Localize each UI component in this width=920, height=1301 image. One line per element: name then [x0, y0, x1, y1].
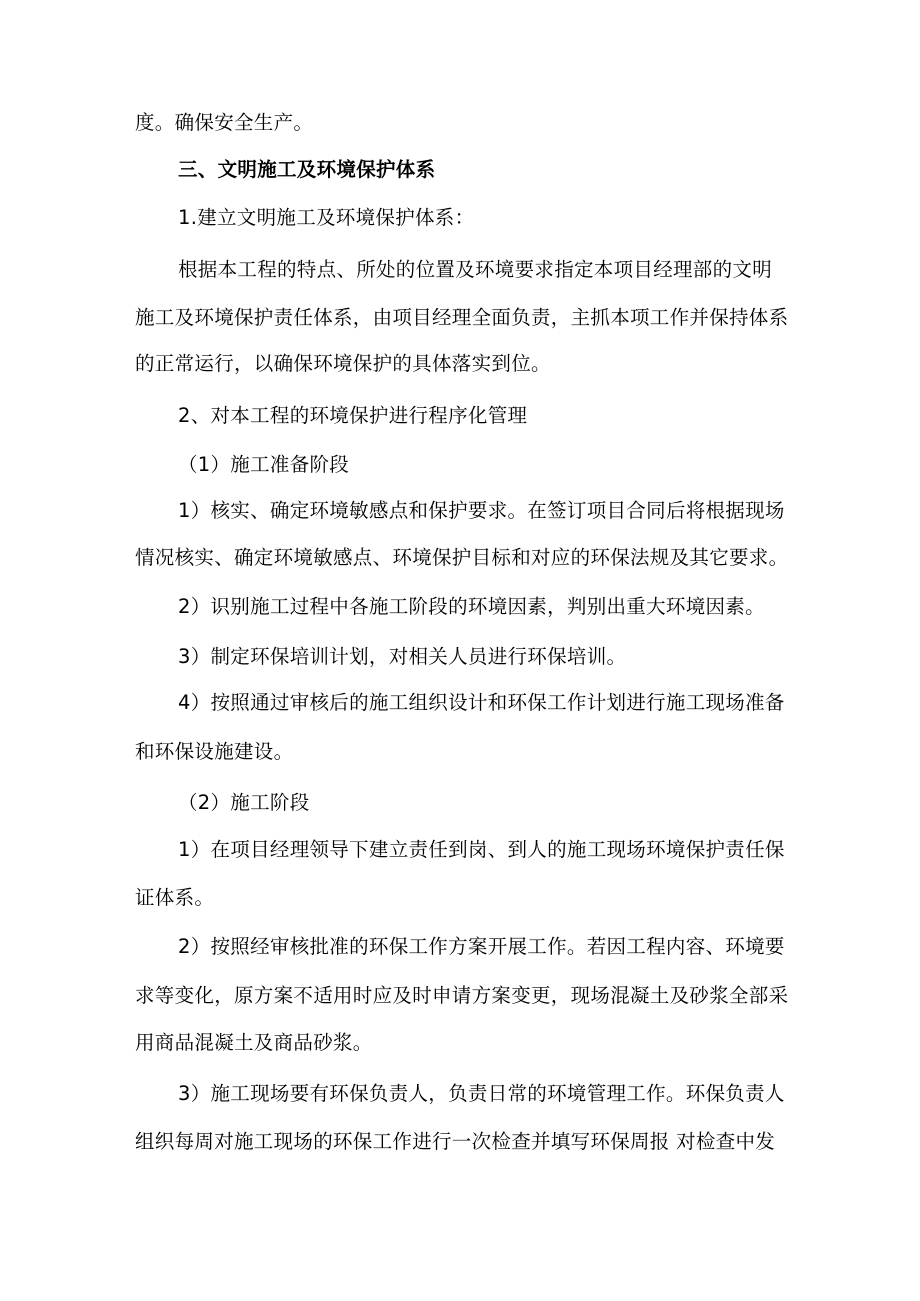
stage-heading: （1）施工准备阶段 [178, 453, 350, 476]
stage-heading: （2）施工阶段 [178, 791, 310, 814]
text-line: 1）核实、确定环境敏感点和保护要求。在签订项目合同后将根据现场 [178, 499, 785, 522]
text-line: 求等变化，原方案不适用时应及时申请方案变更，现场混凝土及砂浆全部采 [135, 984, 789, 1007]
text-line: 组织每周对施工现场的环保工作进行一次检查并填写环保周报 对检查中发 [135, 1130, 776, 1153]
text-line: 3）施工现场要有环保负责人，负责日常的环境管理工作。环保负责人 [178, 1082, 785, 1105]
text-line: 2）按照经审核批准的环保工作方案开展工作。若因工程内容、环境要 [178, 935, 785, 958]
text-line: 和环保设施建设。 [135, 740, 294, 763]
text-line: 用商品混凝土及商品砂浆。 [135, 1031, 373, 1054]
subsection-heading: 2、对本工程的环境保护进行程序化管理 [178, 404, 528, 427]
text-line: 证体系。 [135, 886, 215, 909]
text-line: 的正常运行，以确保环境保护的具体落实到位。 [135, 352, 551, 375]
text-line: 根据本工程的特点、所处的位置及环境要求指定本项目经理部的文明 [178, 258, 773, 281]
text-line: 情况核实、确定环境敏感点、环境保护目标和对应的环保法规及其它要求。 [135, 546, 789, 569]
text-line: 3）制定环保培训计划，对相关人员进行环保培训。 [178, 645, 627, 668]
text-line: 1）在项目经理领导下建立责任到岗、到人的施工现场环境保护责任保 [178, 838, 785, 861]
text-line: 2）识别施工过程中各施工阶段的环境因素，判别出重大环境因素。 [178, 595, 765, 618]
text-line: 施工及环境保护责任体系，由项目经理全面负责，主抓本项工作并保持体系 [135, 306, 789, 329]
subsection-heading: 1.建立文明施工及环境保护体系： [178, 206, 475, 229]
section-heading: 三、文明施工及环境保护体系 [178, 158, 436, 181]
text-line: 4）按照通过审核后的施工组织设计和环保工作计划进行施工现场准备 [178, 691, 785, 714]
text-line: 度。确保安全生产。 [135, 111, 314, 134]
